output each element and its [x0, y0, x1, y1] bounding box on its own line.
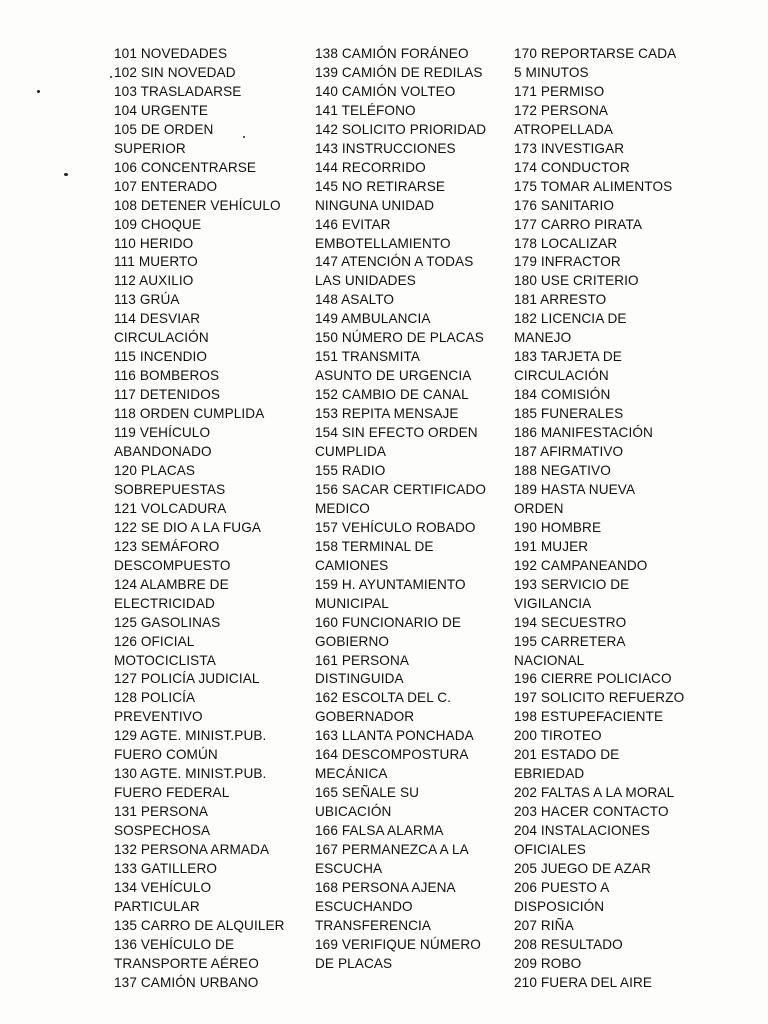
code-entry-label: 158 TERMINAL DE: [315, 538, 434, 554]
code-entry-label: 138 CAMIÓN FORÁNEO: [315, 46, 469, 61]
code-entry-label: 168 PERSONA AJENA: [315, 879, 456, 895]
code-entry-label: 106 CONCENTRARSE: [114, 159, 257, 175]
code-entry-continuation: ASUNTO DE URGENCIA: [315, 368, 472, 384]
code-entry-label: 148 ASALTO: [315, 292, 395, 308]
code-entry-label: 115 INCENDIO: [114, 349, 208, 365]
code-entry: [315, 329, 505, 348]
code-entry-label: 191 MUJER: [514, 538, 589, 554]
code-entry-label: 104 URGENTE: [114, 102, 209, 118]
code-entry: [514, 879, 694, 917]
code-entry-label: 209 ROBO: [514, 955, 582, 971]
code-entry-continuation: SOSPECHOSA: [114, 823, 211, 839]
code-entry-label: 109 CHOQUE: [114, 216, 202, 232]
code-entry-label: 184 COMISIÓN: [514, 387, 611, 403]
code-entry-continuation: PARTICULAR: [114, 898, 200, 914]
code-entry: [514, 519, 694, 538]
code-entry-label: 205 JUEGO DE AZAR: [514, 860, 651, 876]
code-entry: [114, 121, 304, 159]
code-entry-label: 151 TRANSMITA: [315, 349, 421, 365]
code-entry-continuation: GOBERNADOR: [315, 709, 415, 725]
code-entry: [114, 424, 304, 462]
code-entry-label: 144 RECORRIDO: [315, 159, 426, 175]
code-entry: [514, 689, 694, 708]
code-entry: [514, 197, 694, 216]
code-entry: [514, 178, 694, 197]
code-entry: [114, 386, 304, 405]
code-entry-label: 110 HERIDO: [114, 235, 194, 251]
code-entry-label: 196 CIERRE POLICIACO: [514, 671, 672, 687]
code-entry-label: 120 PLACAS: [114, 462, 196, 478]
code-entry-label: 136 VEHÍCULO DE: [114, 936, 235, 952]
code-entry: [315, 45, 505, 64]
code-entry: [114, 860, 304, 879]
code-entry-label: 122 SE DIO A LA FUGA: [114, 519, 262, 535]
code-entry-continuation: UBICACIÓN: [315, 804, 392, 820]
code-entry-label: 180 USE CRITERIO: [514, 273, 639, 289]
code-column-1: [114, 45, 304, 993]
code-entry-label: 192 CAMPANEANDO: [514, 557, 648, 573]
code-entry: [114, 576, 304, 614]
code-entry: [315, 652, 505, 690]
code-entry: [514, 576, 694, 614]
code-entry-continuation: SUPERIOR: [114, 140, 186, 156]
code-entry: [315, 424, 505, 462]
code-entry-label: 159 H. AYUNTAMIENTO: [315, 576, 466, 592]
code-entry-label: 162 ESCOLTA DEL C.: [315, 690, 452, 706]
code-entry-label: 135 CARRO DE ALQUILER: [114, 917, 285, 933]
code-entry: [315, 689, 505, 727]
code-entry: [114, 462, 304, 500]
code-entry: [114, 178, 304, 197]
code-entry-label: 201 ESTADO DE: [514, 747, 620, 763]
code-entry-label: 197 SOLICITO REFUERZO: [514, 690, 685, 706]
code-entry-continuation: DISPOSICIÓN: [514, 898, 605, 914]
code-column-3: [514, 45, 694, 993]
code-entry-label: 145 NO RETIRARSE: [315, 178, 446, 194]
code-entry: [315, 538, 505, 576]
code-entry: [514, 83, 694, 102]
code-entry: [315, 746, 505, 784]
code-entry-label: 202 FALTAS A LA MORAL: [514, 785, 675, 801]
code-entry-label: 113 GRÚA: [114, 292, 180, 308]
code-entry-label: 119 VEHÍCULO: [114, 425, 211, 441]
code-entry-label: 116 BOMBEROS: [114, 368, 220, 384]
code-entry-label: 143 INSTRUCCIONES: [315, 140, 456, 156]
code-entry: [315, 462, 505, 481]
code-entry: [114, 500, 304, 519]
code-entry-label: 160 FUNCIONARIO DE: [315, 614, 462, 630]
code-entry: [114, 159, 304, 178]
code-entry-continuation: ORDEN: [514, 500, 564, 516]
code-entry: [315, 64, 505, 83]
code-entry: [514, 253, 694, 272]
code-entry: [514, 784, 694, 803]
code-entry: [114, 216, 304, 235]
code-entry: [315, 879, 505, 936]
code-entry-label: 179 INFRACTOR: [514, 254, 621, 270]
code-entry: [114, 841, 304, 860]
code-entry: [315, 727, 505, 746]
code-entry: [514, 746, 694, 784]
code-entry-continuation: FUERO COMÚN: [114, 747, 218, 763]
code-entry: [514, 102, 694, 140]
code-entry-label: 189 HASTA NUEVA: [514, 481, 636, 497]
code-entry-label: 193 SERVICIO DE: [514, 576, 630, 592]
code-entry-label: 190 HOMBRE: [514, 519, 602, 535]
code-entry: [514, 670, 694, 689]
code-entry-continuation: MANEJO: [514, 330, 572, 346]
code-entry-label: 146 EVITAR: [315, 216, 391, 232]
code-entry-label: 156 SACAR CERTIFICADO: [315, 481, 487, 497]
code-entry-label: 182 LICENCIA DE: [514, 311, 627, 327]
code-entry-label: 129 AGTE. MINIST.PUB.: [114, 728, 267, 744]
code-entry: [114, 670, 304, 689]
code-entry-continuation: ELECTRICIDAD: [114, 595, 215, 611]
code-entry-label: 147 ATENCIÓN A TODAS: [315, 254, 474, 270]
code-entry-label: 195 CARRETERA: [514, 633, 626, 649]
code-entry: [114, 367, 304, 386]
code-entry-label: 200 TIROTEO: [514, 728, 602, 744]
code-entry-label: 183 TARJETA DE: [514, 349, 622, 365]
code-entry-label: 131 PERSONA: [114, 804, 209, 820]
code-entry-label: 175 TOMAR ALIMENTOS: [514, 178, 673, 194]
code-entry-continuation: FUERO FEDERAL: [114, 785, 230, 801]
code-entry: [114, 803, 304, 841]
code-entry: [514, 917, 694, 936]
code-entry: [315, 386, 505, 405]
code-entry: [114, 83, 304, 102]
code-entry-label: 126 OFICIAL: [114, 633, 195, 649]
code-entry-label: 107 ENTERADO: [114, 178, 218, 194]
code-entry: [315, 784, 505, 822]
code-entry-label: 117 DETENIDOS: [114, 387, 221, 403]
code-entry: [114, 45, 304, 64]
code-entry-label: 208 RESULTADO: [514, 936, 623, 952]
code-entry: [114, 197, 304, 216]
code-entry: [315, 405, 505, 424]
code-entry-continuation: ABANDONADO: [114, 444, 212, 460]
code-entry: [315, 936, 505, 974]
code-entry-label: 139 CAMIÓN DE REDILAS: [315, 64, 483, 80]
code-entry-label: 101 NOVEDADES: [114, 46, 228, 61]
code-entry-continuation: MECÁNICA: [315, 766, 388, 782]
code-entry-label: 204 INSTALACIONES: [514, 823, 650, 839]
code-entry: [514, 557, 694, 576]
code-entry: [514, 803, 694, 822]
code-entry: [514, 159, 694, 178]
code-entry-label: 112 AUXILIO: [114, 273, 194, 289]
code-entry-label: 114 DESVIAR: [114, 311, 201, 327]
code-entry-continuation: NINGUNA UNIDAD: [315, 197, 435, 213]
code-entry: [514, 45, 694, 83]
code-entry: [114, 519, 304, 538]
code-entry-label: 198 ESTUPEFACIENTE: [514, 709, 664, 725]
code-entry-label: 169 VERIFIQUE NÚMERO: [315, 936, 481, 952]
code-entry: [315, 216, 505, 254]
code-entry-label: 111 MUERTO: [114, 254, 198, 270]
code-entry: [114, 917, 304, 936]
code-entry-continuation: DESCOMPUESTO: [114, 557, 231, 573]
code-entry: [514, 538, 694, 557]
code-entry-label: 140 CAMIÓN VOLTEO: [315, 83, 456, 99]
code-entry: [514, 822, 694, 860]
code-entry-label: 187 AFIRMATIVO: [514, 444, 624, 460]
code-entry: [114, 310, 304, 348]
code-entry-label: 149 AMBULANCIA: [315, 311, 431, 327]
code-entry: [114, 614, 304, 633]
code-entry: [514, 708, 694, 727]
code-entry-label: 172 PERSONA: [514, 102, 609, 118]
code-entry-label: 176 SANITARIO: [514, 197, 615, 213]
scan-speck: [110, 76, 112, 78]
code-entry-label: 167 PERMANEZCA A LA: [315, 842, 469, 858]
code-entry: [514, 462, 694, 481]
code-entry-label: 137 CAMIÓN URBANO: [114, 974, 259, 990]
code-entry: [315, 121, 505, 140]
code-entry: [514, 405, 694, 424]
code-entry-continuation: DE PLACAS: [315, 955, 393, 971]
code-entry: [514, 614, 694, 633]
code-entry: [315, 614, 505, 652]
code-entry-label: 108 DETENER VEHÍCULO: [114, 197, 281, 213]
code-entry-label: 170 REPORTARSE CADA: [514, 46, 677, 61]
code-entry: [114, 64, 304, 83]
scan-speck: [37, 90, 40, 93]
code-entry: [114, 633, 304, 671]
code-entry-continuation: TRANSPORTE AÉREO: [114, 955, 259, 971]
code-entry-continuation: CUMPLIDA: [315, 444, 387, 460]
code-entry-label: 150 NÚMERO DE PLACAS: [315, 330, 484, 346]
code-entry-continuation: ATROPELLADA: [514, 121, 614, 137]
code-entry-continuation: EBRIEDAD: [514, 766, 585, 782]
code-entry: [114, 689, 304, 727]
code-entry: [315, 481, 505, 519]
code-entry: [315, 140, 505, 159]
code-entry: [114, 879, 304, 917]
code-entry-label: 188 NEGATIVO: [514, 462, 611, 478]
code-entry-continuation: LAS UNIDADES: [315, 273, 416, 289]
code-entry-label: 163 LLANTA PONCHADA: [315, 728, 474, 744]
code-entry: [315, 519, 505, 538]
code-entry-continuation: MUNICIPAL: [315, 595, 389, 611]
code-entry-continuation: 5 MINUTOS: [514, 64, 589, 80]
code-entry: [315, 310, 505, 329]
code-entry: [514, 348, 694, 386]
code-entry-label: 105 DE ORDEN: [114, 121, 214, 137]
code-entry-continuation: CIRCULACIÓN: [514, 368, 609, 384]
code-entry: [315, 159, 505, 178]
code-entry-label: 203 HACER CONTACTO: [514, 804, 669, 820]
code-entry-label: 127 POLICÍA JUDICIAL: [114, 671, 260, 687]
code-entry-continuation: VIGILANCIA: [514, 595, 592, 611]
code-entry-label: 186 MANIFESTACIÓN: [514, 425, 653, 441]
code-entry-continuation: MEDICO: [315, 500, 370, 516]
code-entry: [114, 765, 304, 803]
code-entry-label: 141 TELÉFONO: [315, 102, 416, 118]
code-entry: [114, 291, 304, 310]
code-entry: [114, 272, 304, 291]
code-entry-label: 123 SEMÁFORO: [114, 538, 220, 554]
code-entry-label: 152 CAMBIO DE CANAL: [315, 387, 469, 403]
code-entry: [114, 974, 304, 993]
code-entry-label: 103 TRASLADARSE: [114, 83, 242, 99]
code-entry: [114, 348, 304, 367]
code-entry-continuation: SOBREPUESTAS: [114, 481, 226, 497]
code-entry-label: 118 ORDEN CUMPLIDA: [114, 406, 265, 422]
code-entry: [514, 386, 694, 405]
code-entry-label: 155 RADIO: [315, 462, 386, 478]
code-entry: [315, 291, 505, 310]
code-entry-continuation: CAMIONES: [315, 557, 389, 573]
code-entry-continuation: EMBOTELLAMIENTO: [315, 235, 451, 251]
code-entry-label: 166 FALSA ALARMA: [315, 823, 444, 839]
code-entry-label: 174 CONDUCTOR: [514, 159, 630, 175]
code-entry: [114, 102, 304, 121]
code-entry-label: 128 POLICÍA: [114, 690, 196, 706]
code-entry-label: 102 SIN NOVEDAD: [114, 64, 236, 80]
code-entry: [114, 727, 304, 765]
code-entry: [514, 272, 694, 291]
code-entry: [114, 235, 304, 254]
code-entry-continuation: ESCUCHANDO: [315, 898, 413, 914]
code-entry: [315, 348, 505, 386]
code-entry-label: 121 VOLCADURA: [114, 500, 227, 516]
code-entry-continuation: ESCUCHA: [315, 860, 383, 876]
code-entry: [315, 822, 505, 841]
code-entry-label: 132 PERSONA ARMADA: [114, 842, 270, 858]
code-entry-label: 210 FUERA DEL AIRE: [514, 974, 653, 990]
code-entry: [514, 443, 694, 462]
code-entry-label: 178 LOCALIZAR: [514, 235, 618, 251]
code-entry-label: 133 GATILLERO: [114, 860, 218, 876]
code-entry: [514, 310, 694, 348]
code-entry: [514, 860, 694, 879]
code-entry-label: 194 SECUESTRO: [514, 614, 627, 630]
code-entry-label: 177 CARRO PIRATA: [514, 216, 643, 232]
code-entry: [514, 936, 694, 955]
code-entry-label: 207 RIÑA: [514, 917, 574, 933]
code-entry-label: 157 VEHÍCULO ROBADO: [315, 519, 476, 535]
code-entry: [514, 974, 694, 993]
code-entry: [514, 481, 694, 519]
code-entry: [514, 235, 694, 254]
code-entry-continuation: MOTOCICLISTA: [114, 652, 216, 668]
code-entry: [315, 102, 505, 121]
code-entry-continuation: PREVENTIVO: [114, 709, 203, 725]
code-entry-label: 130 AGTE. MINIST.PUB.: [114, 766, 267, 782]
code-entry: [514, 291, 694, 310]
code-entry: [514, 727, 694, 746]
code-entry-continuation: CIRCULACIÓN: [114, 330, 209, 346]
code-entry: [514, 424, 694, 443]
code-entry-label: 161 PERSONA: [315, 652, 410, 668]
code-entry-label: 125 GASOLINAS: [114, 614, 221, 630]
code-entry-label: 206 PUESTO A: [514, 879, 610, 895]
code-entry-label: 134 VEHÍCULO: [114, 879, 212, 895]
code-entry: [514, 140, 694, 159]
code-entry: [514, 216, 694, 235]
code-entry: [514, 633, 694, 671]
code-entry: [114, 538, 304, 576]
code-entry: [114, 405, 304, 424]
code-entry-continuation: NACIONAL: [514, 652, 585, 668]
code-entry-label: 173 INVESTIGAR: [514, 140, 625, 156]
code-entry: [315, 178, 505, 216]
code-entry-label: 154 SIN EFECTO ORDEN: [315, 425, 478, 441]
code-entry-continuation: OFICIALES: [514, 842, 586, 858]
code-entry: [315, 576, 505, 614]
code-entry-label: 165 SEÑALE SU: [315, 785, 420, 801]
code-entry: [315, 83, 505, 102]
code-entry-label: 171 PERMISO: [514, 83, 605, 99]
code-entry-label: 185 FUNERALES: [514, 406, 624, 422]
code-entry: [114, 253, 304, 272]
code-entry: [514, 955, 694, 974]
code-entry-label: 124 ALAMBRE DE: [114, 576, 229, 592]
code-entry-continuation: TRANSFERENCIA: [315, 917, 432, 933]
code-entry: [315, 253, 505, 291]
code-entry-label: 181 ARRESTO: [514, 292, 607, 308]
code-entry-label: 164 DESCOMPOSTURA: [315, 747, 469, 763]
code-entry: [315, 841, 505, 879]
code-entry: [114, 936, 304, 974]
code-entry-label: 142 SOLICITO PRIORIDAD: [315, 121, 487, 137]
code-column-2: [315, 45, 505, 974]
code-entry-continuation: GOBIERNO: [315, 633, 390, 649]
code-entry-label: 153 REPITA MENSAJE: [315, 406, 459, 422]
scan-speck: [64, 173, 68, 176]
code-entry-continuation: DISTINGUIDA: [315, 671, 404, 687]
